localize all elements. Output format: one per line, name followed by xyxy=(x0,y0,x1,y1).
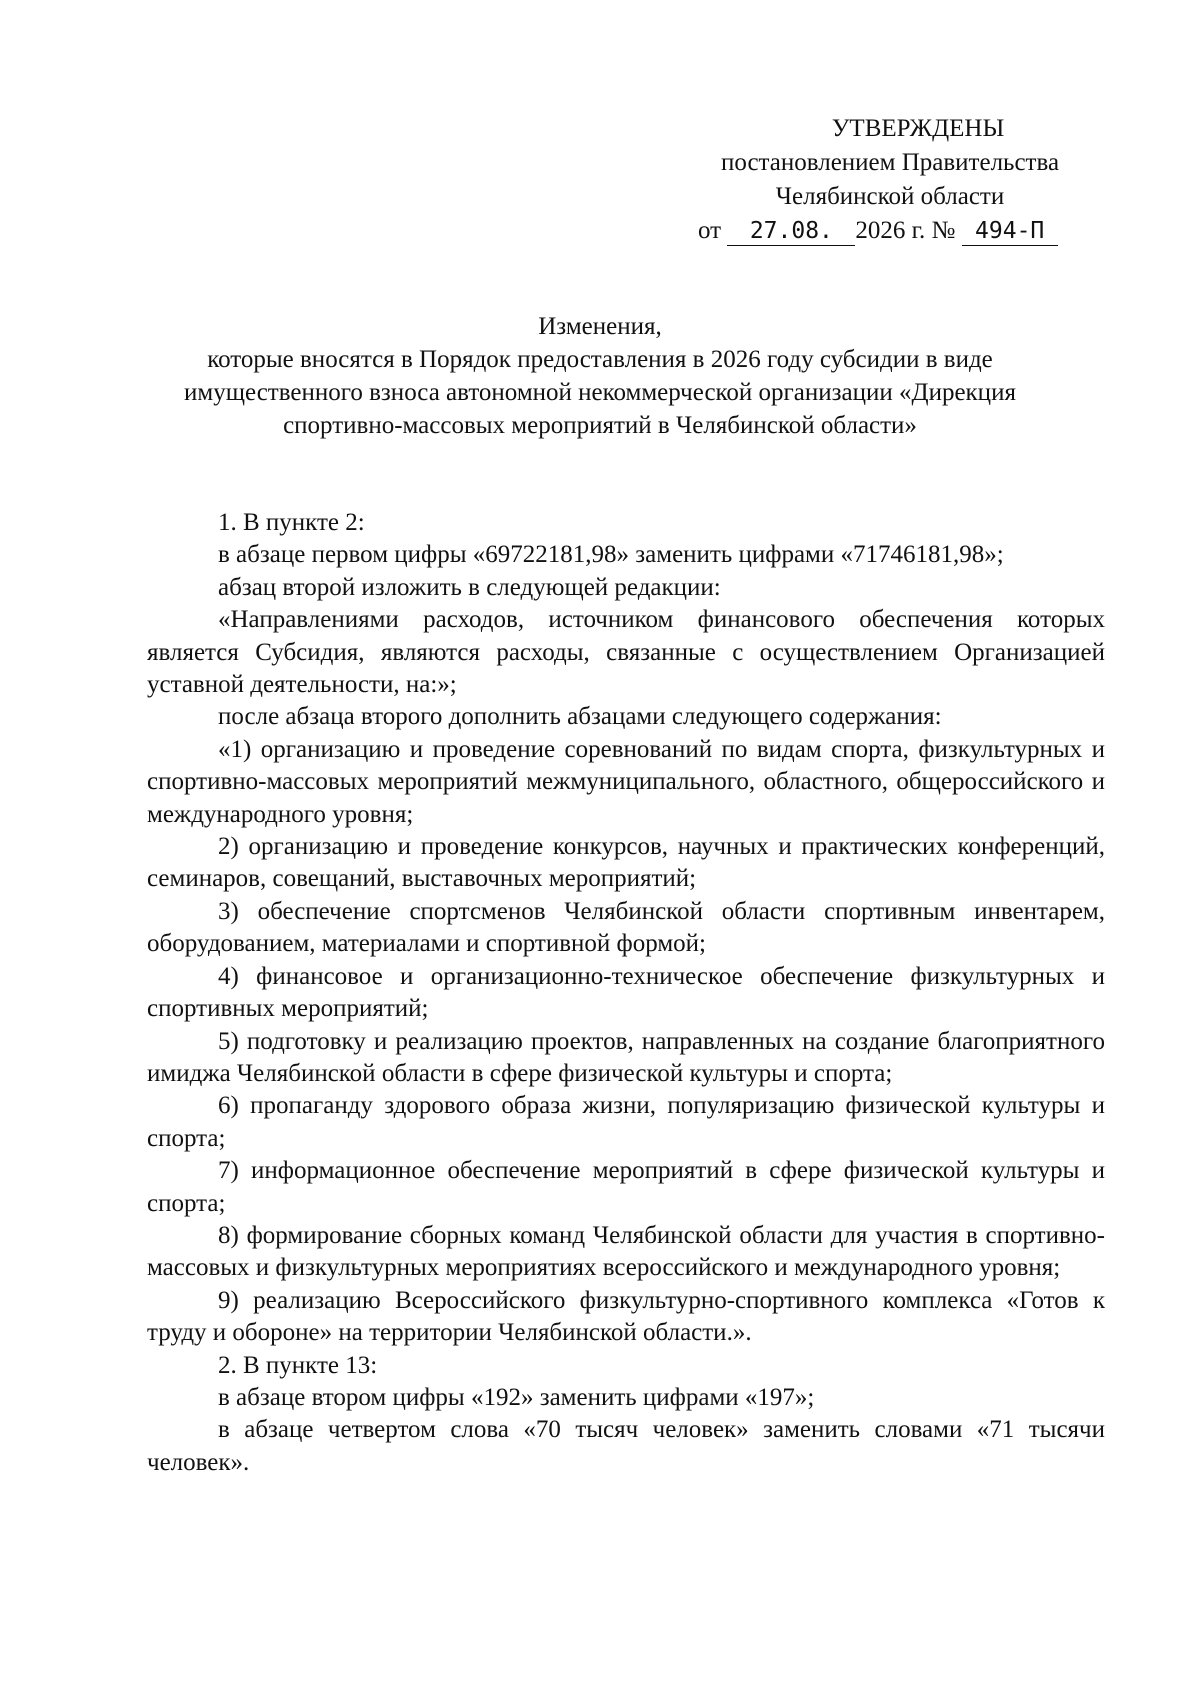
paragraph-15: 2. В пункте 13: xyxy=(218,1351,378,1379)
approval-title: УТВЕРЖДЕНЫ xyxy=(831,115,1005,142)
year-suffix: 2026 г. № xyxy=(855,217,956,244)
paragraph-14: 9) реализацию Всероссийского физкультурно-спортивного комплекса «Готов к труду и обороне» на территории Челябинской области.». xyxy=(147,1286,1105,1347)
paragraph-16: в абзаце втором цифры «192» заменить цифрами «197»; xyxy=(218,1383,815,1411)
paragraph-3: абзац второй изложить в следующей редакции: xyxy=(218,573,721,601)
paragraph-5: после абзаца второго дополнить абзацами следующего содержания: xyxy=(218,703,942,731)
paragraph-2: в абзаце первом цифры «69722181,98» заменить цифрами «71746181,98»; xyxy=(218,541,1004,569)
paragraph-12: 7) информационное обеспечение мероприятий в сфере физической культуры и спорта; xyxy=(147,1157,1105,1217)
paragraph-7: 2) организацию и проведение конкурсов, научных и практических конференций, семинаров, совещаний, выставочных мероприятий; xyxy=(147,833,1105,893)
paragraph-6: «1) организацию и проведение соревнований по видам спорта, физкультурных и спортивно-массовых мероприятий межмуниципального, областного, общероссийского и международного уровня; xyxy=(147,735,1105,828)
paragraph-1: 1. В пункте 2: xyxy=(218,509,365,536)
date-prefix: от xyxy=(698,217,722,244)
header-title: Изменения, xyxy=(538,313,662,340)
paragraph-4: «Направлениями расходов, источником финансового обеспечения которых является Субсидия, являются расходы, связанные с осуществлением Организацией уставной деятельности, на:»; xyxy=(147,606,1105,699)
paragraph-17: в абзаце четвертом слова «70 тысяч человек» заменить словами «71 тысячи человек». xyxy=(147,1416,1105,1476)
paragraph-9: 4) финансовое и организационно-техническое обеспечение физкультурных и спортивных мероприятий; xyxy=(147,962,1105,1023)
number-field: 494-П xyxy=(962,217,1058,246)
header-line-2: имущественного взноса автономной некоммерческой организации «Дирекция xyxy=(184,379,1016,406)
approval-line-2: Челябинской области xyxy=(775,183,1005,210)
approval-date-line xyxy=(680,214,1100,248)
document-header xyxy=(100,310,1100,442)
paragraph-10: 5) подготовку и реализацию проектов, направленных на создание благоприятного имиджа Челябинской области в сфере физической культуры и спорта; xyxy=(147,1027,1105,1087)
paragraph-13: 8) формирование сборных команд Челябинской области для участия в спортивно-массовых и физкультурных мероприятиях всероссийского и международного уровня; xyxy=(147,1221,1105,1282)
header-line-1: которые вносятся в Порядок предоставления в 2026 году субсидии в виде xyxy=(207,346,993,373)
header-line-3: спортивно-массовых мероприятий в Челябинской области» xyxy=(283,412,917,439)
approval-line-1: постановлением Правительства xyxy=(720,149,1060,176)
date-field: 27.08. xyxy=(727,217,855,246)
paragraph-11: 6) пропаганду здорового образа жизни, популяризацию физической культуры и спорта; xyxy=(147,1092,1105,1152)
document-body xyxy=(147,507,1105,1479)
approval-block xyxy=(680,112,1100,248)
paragraph-8: 3) обеспечение спортсменов Челябинской области спортивным инвентарем, оборудованием, материалами и спортивной формой; xyxy=(147,897,1105,958)
